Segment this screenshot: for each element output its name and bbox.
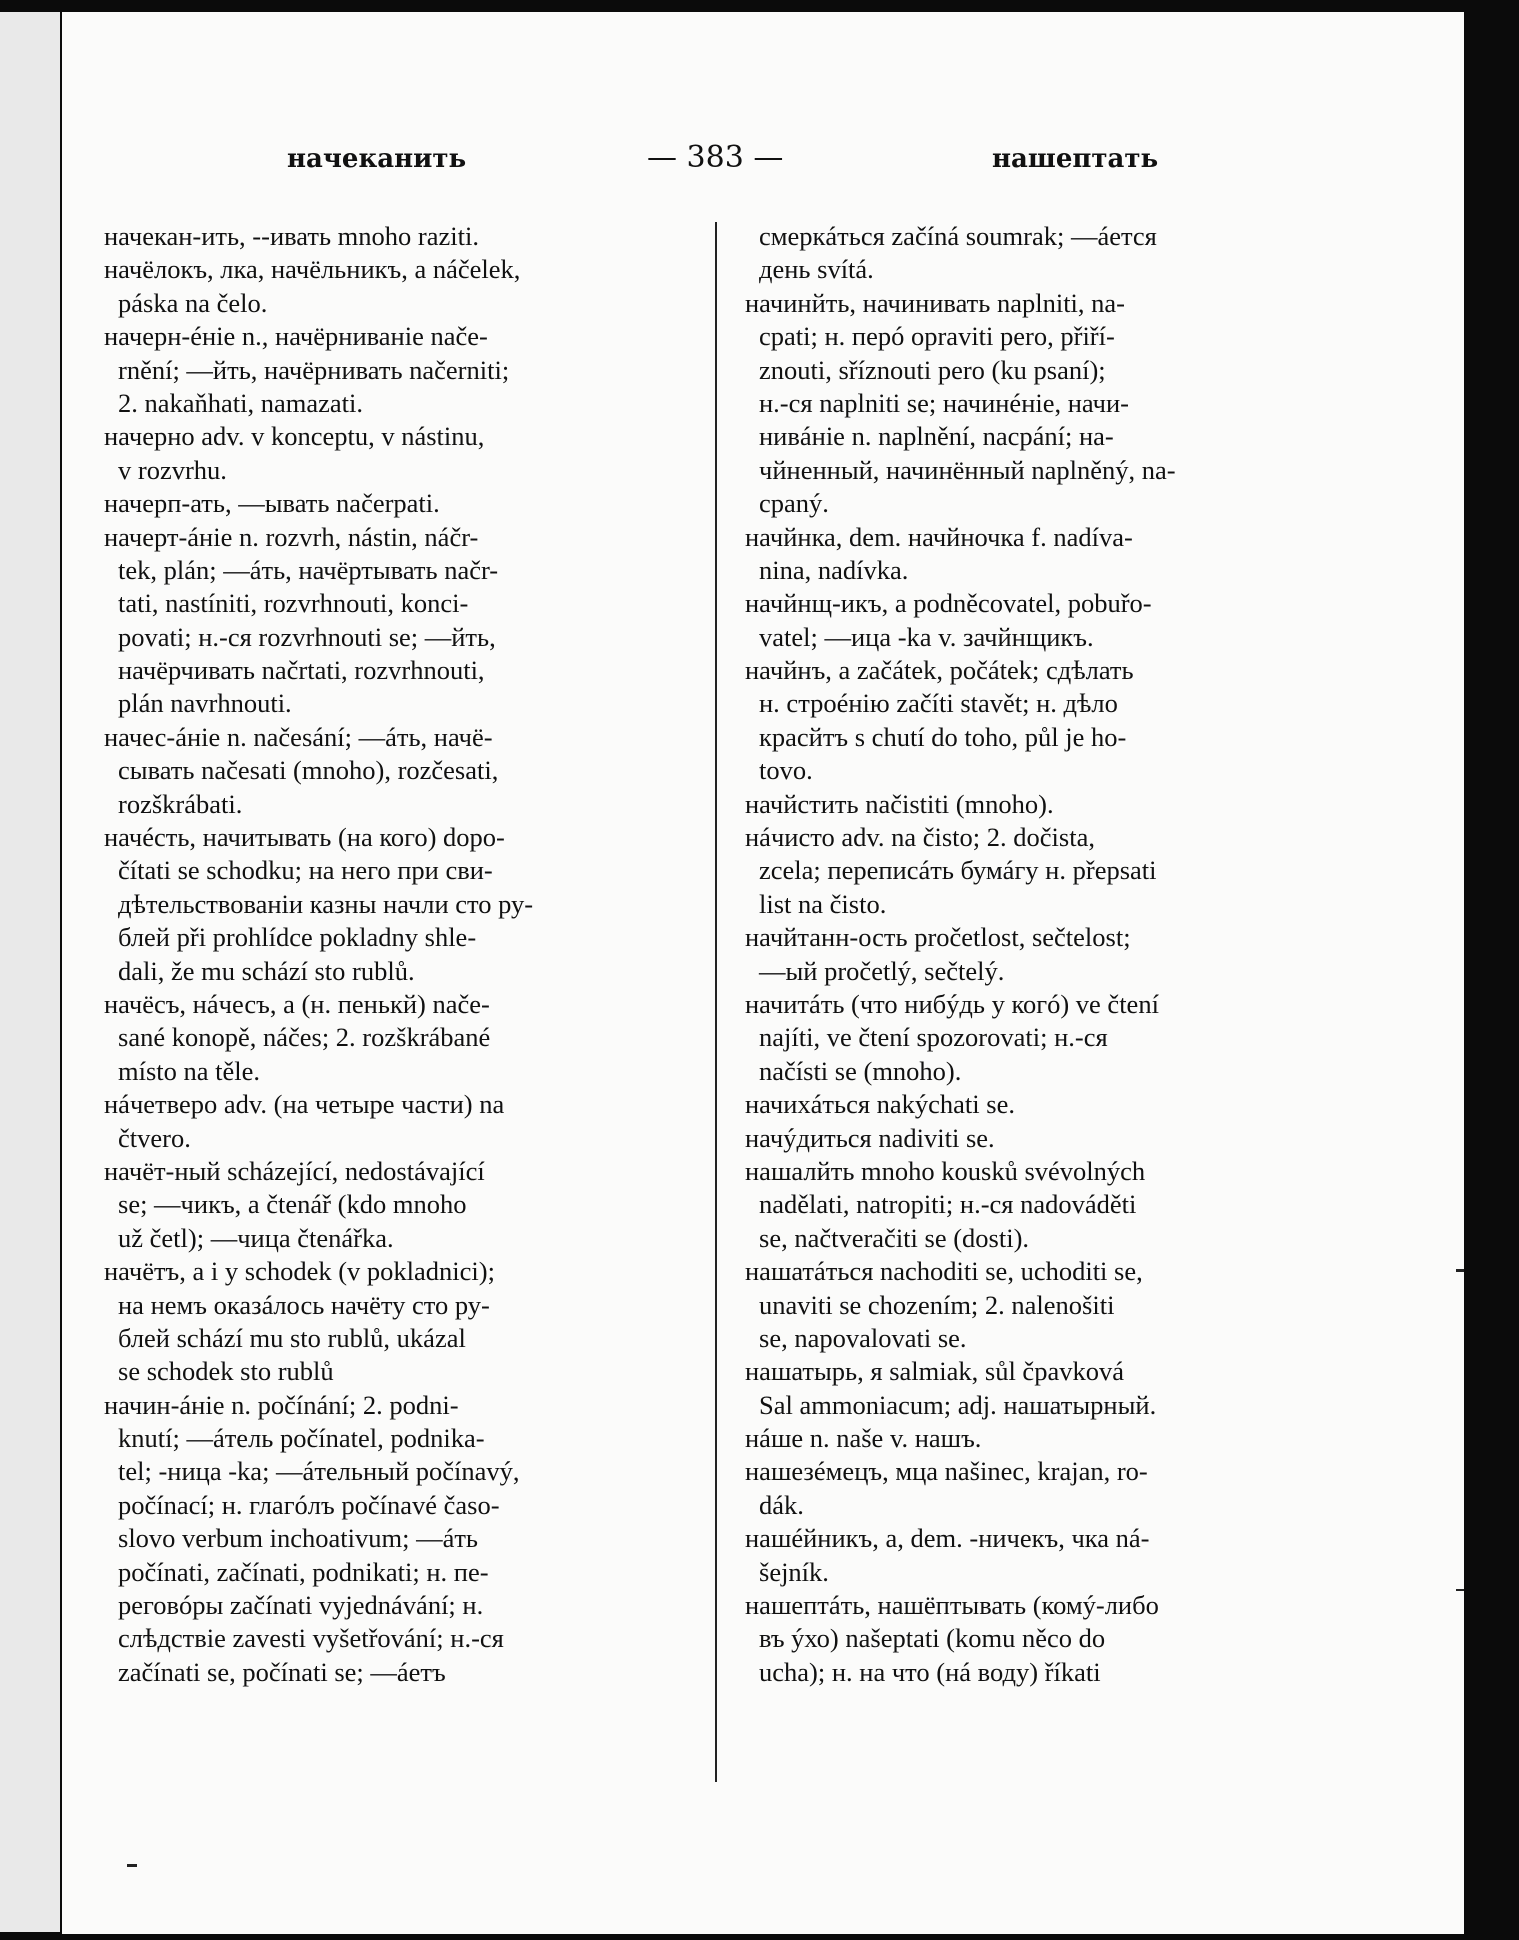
dictionary-line: начйстить načistiti (mnoho). <box>745 788 1054 819</box>
dictionary-line: —ый pročetlý, sečtelý. <box>759 955 1005 986</box>
dictionary-line: slovo verbum inchoativum; —áть <box>118 1523 479 1554</box>
dictionary-line: начерп-ать, —ывать načerpati. <box>104 488 440 519</box>
adjacent-page-edge <box>0 12 60 1932</box>
dictionary-line: počínati, začínati, podnikati; н. пе- <box>118 1556 489 1587</box>
dictionary-line: místo na těle. <box>118 1055 261 1086</box>
dictionary-line: нашалйть mnoho kousků svévolných <box>745 1155 1146 1186</box>
right-running-headword: нашептать <box>992 144 1159 174</box>
dictionary-line: начинйть, начинивать naplniti, na- <box>745 287 1126 318</box>
dictionary-line: knutí; —áтель počínatel, podnika- <box>118 1423 485 1454</box>
dictionary-line: sané konopě, náčes; 2. rozškrábané <box>118 1022 491 1053</box>
dictionary-line: nadělati, natropiti; н.-ся nadováděti <box>759 1189 1137 1220</box>
dictionary-line: list na čisto. <box>759 888 887 919</box>
dictionary-line: vatel; —ица -ka v. зачйнщикъ. <box>759 621 1094 652</box>
dictionary-line: начйнка, dem. начйночка f. nadíva- <box>745 521 1133 552</box>
dictionary-line: páska na čelo. <box>118 287 268 318</box>
dictionary-line: начйтанн-ость pročetlost, sečtelost; <box>745 922 1131 953</box>
margin-mark <box>1456 1589 1464 1591</box>
dictionary-line: въ ýхо) našeptati (komu něco do <box>759 1623 1106 1654</box>
dictionary-line: реговóры začínati vyjednávání; н. <box>118 1590 484 1621</box>
dictionary-line: už četl); —чица čtenářka. <box>118 1222 394 1253</box>
dictionary-line: čtvero. <box>118 1122 191 1153</box>
dictionary-line: н.-ся naplniti se; начинéніе, начи- <box>759 387 1129 418</box>
dictionary-line: tovo. <box>759 755 813 786</box>
dictionary-line: н. строéнію začíti stavět; н. дѣло <box>759 688 1118 719</box>
dictionary-line: начйнщ-икъ, a podněcovatel, pobuřo- <box>745 588 1152 619</box>
dictionary-line: начёт-ный scházející, nedostávající <box>104 1155 485 1186</box>
dictionary-line: начýдиться nadiviti se. <box>745 1122 995 1153</box>
dictionary-line: нивáніе n. naplnění, nacpání; на- <box>759 421 1114 452</box>
page-header <box>62 140 1464 180</box>
dictionary-line: начес-áніе n. načesání; —áть, начё- <box>104 721 493 752</box>
dictionary-line: начин-áніе n. počínání; 2. podni- <box>104 1389 459 1420</box>
dictionary-line: нáчетверо adv. (на четыре части) na <box>104 1089 505 1120</box>
dictionary-line: počínací; н. глагóлъ počínavé časo- <box>118 1489 500 1520</box>
dictionary-page <box>62 12 1464 1934</box>
dictionary-line: начёлокъ, лка, начёльникъ, a náčelek, <box>104 254 521 285</box>
dictionary-line: rozškrábati. <box>118 788 243 819</box>
dictionary-line: нáчисто adv. na čisto; 2. dočista, <box>745 822 1095 853</box>
dictionary-line: начекан-ить, --ивать mnoho raziti. <box>104 221 479 251</box>
dictionary-line: нашатáться nachoditi se, uchoditi se, <box>745 1256 1143 1287</box>
dictionary-line: se; —чикъ, a čtenář (kdo mnoho <box>118 1189 467 1220</box>
dictionary-line: nina, nadívka. <box>759 554 909 585</box>
margin-mark <box>1456 1269 1464 1272</box>
dictionary-line: se, načtveračiti se (dosti). <box>759 1222 1030 1253</box>
left-running-headword: начеканить <box>287 144 467 174</box>
dictionary-line: на немъ оказáлось начёту сто ру- <box>118 1289 490 1320</box>
dictionary-line: dali, že mu schází sto rublů. <box>118 955 415 986</box>
dictionary-line: нашептáть, нашёптывать (комý-либо <box>745 1590 1159 1621</box>
dictionary-line: rnění; —йть, начёрнивать načerniti; <box>118 354 510 385</box>
dictionary-line: начйнъ, a začátek, počátek; сдѣлать <box>745 655 1134 686</box>
dictionary-line: красйтъ s chutí do toho, půl je ho- <box>759 721 1127 752</box>
dictionary-line: сывать načesati (mnoho), rozčesati, <box>118 755 499 786</box>
dictionary-line: ucha); н. на что (нá воду) říkati <box>759 1656 1101 1687</box>
dictionary-line: чйненный, начинённый naplněný, na- <box>759 454 1176 485</box>
dictionary-line: načísti se (mnoho). <box>759 1055 962 1086</box>
dictionary-line: слѣдствіе zavesti vyšetřování; н.-ся <box>118 1623 504 1654</box>
dictionary-line: šejník. <box>759 1556 829 1587</box>
dictionary-line: najíti, ve čtení spozorovati; н.-ся <box>759 1022 1108 1053</box>
dictionary-line: начихáться nakýchati se. <box>745 1089 1015 1120</box>
column-divider <box>715 222 717 1782</box>
dictionary-line: дѣтельствованіи казны начли сто ру- <box>118 888 534 919</box>
dictionary-line: начёрчивать načrtati, rozvrhnouti, <box>118 655 485 686</box>
dictionary-line: čítati se schodku; на него при сви- <box>118 855 493 886</box>
dictionary-line: нáше n. naše v. нашъ. <box>745 1423 982 1454</box>
dictionary-line: нашезéмецъ, мца našinec, krajan, ro- <box>745 1456 1148 1487</box>
dictionary-line: se schodek sto rublů <box>118 1356 334 1387</box>
dictionary-line: plán navrhnouti. <box>118 688 292 719</box>
dictionary-line: tek, plán; —áть, начёртывать načr- <box>118 554 499 585</box>
dictionary-line: tel; -ница -ka; —áтельный počínavý, <box>118 1456 520 1487</box>
dictionary-line: начерт-áніе n. rozvrh, nástin, náčr- <box>104 521 479 552</box>
dictionary-line: начéсть, начитывать (на кого) dopo- <box>104 822 505 853</box>
dictionary-line: начётъ, a i y schodek (v pokladnici); <box>104 1256 495 1287</box>
dictionary-line: cpati; н. перó opraviti pero, přiří- <box>759 321 1115 352</box>
dictionary-line: начерн-éніе n., начёрниваніе nače- <box>104 321 488 352</box>
dictionary-line: блей schází mu sto rublů, ukázal <box>118 1322 466 1353</box>
page-number: — 383 — <box>647 140 784 175</box>
dictionary-line: нашéйникъ, a, dem. -ничекъ, чка ná- <box>745 1523 1150 1554</box>
right-column <box>745 220 1337 1689</box>
dictionary-line: день svítá. <box>759 254 874 285</box>
dictionary-line: cpaný. <box>759 488 829 519</box>
dictionary-line: zcela; переписáть бумáгу н. přepsati <box>759 855 1157 886</box>
dictionary-line: нашатырь, я salmiak, sůl čpavková <box>745 1356 1124 1387</box>
dictionary-line: se, napovalovati se. <box>759 1322 967 1353</box>
dictionary-line: znouti, sříznouti pero (ku psaní); <box>759 354 1106 385</box>
dictionary-line: začínati se, počínati se; —áетъ <box>118 1656 446 1687</box>
left-column <box>104 220 696 1689</box>
dictionary-line: Sal ammoniacum; adj. нашатырный. <box>759 1389 1157 1420</box>
dictionary-line: смеркáться začíná soumrak; —áется <box>759 221 1157 251</box>
dictionary-line: начерно adv. v konceptu, v nástinu, <box>104 421 485 452</box>
dictionary-line: начёсъ, нáчесъ, a (н. пенькй) nače- <box>104 988 490 1019</box>
dictionary-line: povati; н.-ся rozvrhnouti se; —йть, <box>118 621 496 652</box>
dictionary-line: unaviti se chozením; 2. nalenošiti <box>759 1289 1115 1320</box>
dictionary-line: v rozvrhu. <box>118 454 227 485</box>
dictionary-line: dák. <box>759 1489 804 1520</box>
dictionary-line: tati, nastíniti, rozvrhnouti, konci- <box>118 588 469 619</box>
dictionary-line: блей při prohlídce pokladny shle- <box>118 922 477 953</box>
dictionary-line: 2. nakaňhati, namazati. <box>118 387 364 418</box>
dictionary-line: начитáть (что нибýдь у когó) ve čtení <box>745 988 1159 1019</box>
margin-mark <box>127 1864 137 1867</box>
